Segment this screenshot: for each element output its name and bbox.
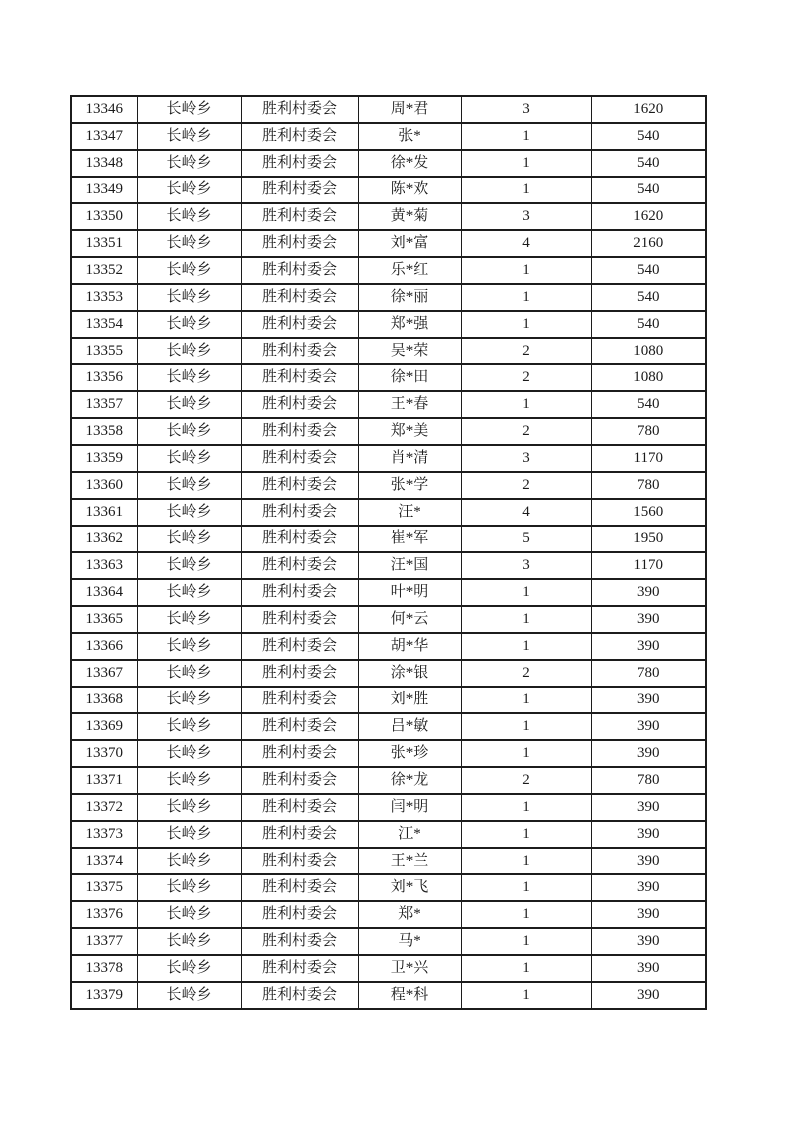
cell-id: 13370 (71, 740, 137, 767)
cell-count: 1 (461, 257, 591, 284)
table-row (71, 687, 706, 714)
cell-village: 胜利村委会 (241, 96, 358, 123)
table-row (71, 418, 706, 445)
cell-name: 刘*胜 (358, 687, 461, 714)
cell-count: 1 (461, 955, 591, 982)
cell-name: 徐*田 (358, 364, 461, 391)
cell-count: 1 (461, 982, 591, 1009)
cell-name: 王*春 (358, 391, 461, 418)
cell-name: 卫*兴 (358, 955, 461, 982)
cell-id: 13353 (71, 284, 137, 311)
cell-count: 1 (461, 284, 591, 311)
cell-township: 长岭乡 (137, 96, 241, 123)
cell-id: 13369 (71, 713, 137, 740)
cell-township: 长岭乡 (137, 311, 241, 338)
table-row (71, 526, 706, 553)
cell-amount: 540 (591, 284, 706, 311)
cell-name: 乐*红 (358, 257, 461, 284)
cell-township: 长岭乡 (137, 418, 241, 445)
table-row (71, 284, 706, 311)
payment-table (70, 95, 707, 1010)
cell-village: 胜利村委会 (241, 713, 358, 740)
cell-village: 胜利村委会 (241, 552, 358, 579)
cell-village: 胜利村委会 (241, 150, 358, 177)
table-row (71, 579, 706, 606)
cell-id: 13348 (71, 150, 137, 177)
cell-count: 1 (461, 901, 591, 928)
cell-township: 长岭乡 (137, 364, 241, 391)
cell-id: 13368 (71, 687, 137, 714)
cell-name: 郑* (358, 901, 461, 928)
cell-id: 13376 (71, 901, 137, 928)
cell-township: 长岭乡 (137, 230, 241, 257)
cell-id: 13357 (71, 391, 137, 418)
cell-amount: 390 (591, 606, 706, 633)
cell-count: 1 (461, 633, 591, 660)
cell-count: 1 (461, 687, 591, 714)
cell-village: 胜利村委会 (241, 526, 358, 553)
cell-amount: 1170 (591, 445, 706, 472)
table-row (71, 311, 706, 338)
cell-township: 长岭乡 (137, 901, 241, 928)
table-row (71, 874, 706, 901)
cell-township: 长岭乡 (137, 660, 241, 687)
cell-name: 汪*国 (358, 552, 461, 579)
cell-count: 1 (461, 606, 591, 633)
cell-township: 长岭乡 (137, 821, 241, 848)
cell-amount: 780 (591, 767, 706, 794)
cell-name: 郑*强 (358, 311, 461, 338)
table-row (71, 391, 706, 418)
cell-count: 1 (461, 821, 591, 848)
cell-id: 13377 (71, 928, 137, 955)
cell-id: 13350 (71, 203, 137, 230)
cell-name: 崔*军 (358, 526, 461, 553)
table-row (71, 150, 706, 177)
cell-township: 长岭乡 (137, 606, 241, 633)
cell-id: 13379 (71, 982, 137, 1009)
table-row (71, 740, 706, 767)
cell-name: 何*云 (358, 606, 461, 633)
cell-id: 13373 (71, 821, 137, 848)
table-row (71, 96, 706, 123)
cell-amount: 390 (591, 982, 706, 1009)
cell-amount: 540 (591, 150, 706, 177)
cell-township: 长岭乡 (137, 874, 241, 901)
cell-township: 长岭乡 (137, 740, 241, 767)
cell-id: 13372 (71, 794, 137, 821)
table-row (71, 794, 706, 821)
cell-count: 1 (461, 311, 591, 338)
table-row (71, 901, 706, 928)
table-row (71, 230, 706, 257)
cell-id: 13365 (71, 606, 137, 633)
cell-name: 汪* (358, 499, 461, 526)
cell-village: 胜利村委会 (241, 606, 358, 633)
cell-id: 13355 (71, 338, 137, 365)
cell-name: 江* (358, 821, 461, 848)
cell-id: 13356 (71, 364, 137, 391)
cell-id: 13374 (71, 848, 137, 875)
cell-amount: 1080 (591, 338, 706, 365)
cell-township: 长岭乡 (137, 472, 241, 499)
table-row (71, 633, 706, 660)
cell-amount: 1620 (591, 96, 706, 123)
cell-name: 王*兰 (358, 848, 461, 875)
cell-amount: 540 (591, 311, 706, 338)
cell-amount: 390 (591, 633, 706, 660)
cell-township: 长岭乡 (137, 767, 241, 794)
table-row (71, 713, 706, 740)
cell-count: 1 (461, 848, 591, 875)
cell-count: 1 (461, 391, 591, 418)
cell-id: 13371 (71, 767, 137, 794)
cell-name: 闫*明 (358, 794, 461, 821)
cell-village: 胜利村委会 (241, 848, 358, 875)
cell-id: 13359 (71, 445, 137, 472)
cell-count: 1 (461, 177, 591, 204)
cell-amount: 540 (591, 257, 706, 284)
table-row (71, 445, 706, 472)
cell-id: 13349 (71, 177, 137, 204)
cell-village: 胜利村委会 (241, 177, 358, 204)
cell-village: 胜利村委会 (241, 794, 358, 821)
table-row (71, 660, 706, 687)
cell-amount: 390 (591, 955, 706, 982)
table-row (71, 203, 706, 230)
cell-amount: 540 (591, 123, 706, 150)
cell-village: 胜利村委会 (241, 821, 358, 848)
cell-township: 长岭乡 (137, 445, 241, 472)
cell-township: 长岭乡 (137, 391, 241, 418)
cell-name: 张*珍 (358, 740, 461, 767)
cell-village: 胜利村委会 (241, 257, 358, 284)
cell-village: 胜利村委会 (241, 579, 358, 606)
cell-township: 长岭乡 (137, 338, 241, 365)
cell-amount: 1950 (591, 526, 706, 553)
cell-village: 胜利村委会 (241, 740, 358, 767)
cell-township: 长岭乡 (137, 579, 241, 606)
cell-count: 3 (461, 445, 591, 472)
cell-village: 胜利村委会 (241, 633, 358, 660)
cell-amount: 2160 (591, 230, 706, 257)
table-row (71, 848, 706, 875)
cell-village: 胜利村委会 (241, 901, 358, 928)
cell-count: 1 (461, 794, 591, 821)
cell-id: 13354 (71, 311, 137, 338)
cell-id: 13362 (71, 526, 137, 553)
table-row (71, 982, 706, 1009)
cell-township: 长岭乡 (137, 203, 241, 230)
cell-count: 3 (461, 203, 591, 230)
cell-name: 胡*华 (358, 633, 461, 660)
cell-count: 4 (461, 499, 591, 526)
cell-id: 13367 (71, 660, 137, 687)
table-row (71, 955, 706, 982)
cell-name: 程*科 (358, 982, 461, 1009)
cell-amount: 390 (591, 821, 706, 848)
cell-count: 4 (461, 230, 591, 257)
cell-amount: 780 (591, 472, 706, 499)
cell-village: 胜利村委会 (241, 203, 358, 230)
cell-name: 肖*清 (358, 445, 461, 472)
cell-id: 13361 (71, 499, 137, 526)
table-row (71, 123, 706, 150)
table-row (71, 821, 706, 848)
cell-name: 吴*荣 (358, 338, 461, 365)
cell-village: 胜利村委会 (241, 230, 358, 257)
cell-amount: 1170 (591, 552, 706, 579)
cell-id: 13352 (71, 257, 137, 284)
cell-amount: 540 (591, 177, 706, 204)
cell-amount: 780 (591, 660, 706, 687)
table-row (71, 606, 706, 633)
cell-name: 涂*银 (358, 660, 461, 687)
cell-id: 13360 (71, 472, 137, 499)
cell-township: 长岭乡 (137, 257, 241, 284)
cell-village: 胜利村委会 (241, 982, 358, 1009)
cell-village: 胜利村委会 (241, 687, 358, 714)
cell-count: 2 (461, 472, 591, 499)
cell-township: 长岭乡 (137, 713, 241, 740)
cell-count: 1 (461, 150, 591, 177)
cell-count: 1 (461, 579, 591, 606)
cell-name: 张*学 (358, 472, 461, 499)
cell-amount: 390 (591, 579, 706, 606)
cell-amount: 390 (591, 928, 706, 955)
table-row (71, 767, 706, 794)
cell-name: 刘*飞 (358, 874, 461, 901)
table-row (71, 552, 706, 579)
cell-village: 胜利村委会 (241, 364, 358, 391)
table-row (71, 472, 706, 499)
cell-amount: 390 (591, 740, 706, 767)
cell-amount: 390 (591, 848, 706, 875)
cell-township: 长岭乡 (137, 150, 241, 177)
cell-name: 周*君 (358, 96, 461, 123)
cell-amount: 1560 (591, 499, 706, 526)
cell-village: 胜利村委会 (241, 955, 358, 982)
cell-amount: 1620 (591, 203, 706, 230)
cell-village: 胜利村委会 (241, 338, 358, 365)
table-row (71, 364, 706, 391)
cell-id: 13375 (71, 874, 137, 901)
cell-name: 徐*发 (358, 150, 461, 177)
cell-name: 陈*欢 (358, 177, 461, 204)
payment-table-body (71, 96, 706, 1009)
cell-township: 长岭乡 (137, 499, 241, 526)
cell-id: 13346 (71, 96, 137, 123)
cell-township: 长岭乡 (137, 177, 241, 204)
cell-count: 3 (461, 96, 591, 123)
cell-village: 胜利村委会 (241, 418, 358, 445)
cell-amount: 390 (591, 874, 706, 901)
cell-name: 刘*富 (358, 230, 461, 257)
cell-township: 长岭乡 (137, 284, 241, 311)
cell-name: 马* (358, 928, 461, 955)
cell-name: 郑*美 (358, 418, 461, 445)
table-row (71, 257, 706, 284)
cell-name: 黄*菊 (358, 203, 461, 230)
cell-amount: 540 (591, 391, 706, 418)
cell-village: 胜利村委会 (241, 660, 358, 687)
cell-name: 张* (358, 123, 461, 150)
cell-id: 13366 (71, 633, 137, 660)
cell-township: 长岭乡 (137, 848, 241, 875)
cell-village: 胜利村委会 (241, 391, 358, 418)
cell-count: 1 (461, 713, 591, 740)
cell-amount: 780 (591, 418, 706, 445)
cell-village: 胜利村委会 (241, 499, 358, 526)
cell-township: 长岭乡 (137, 928, 241, 955)
cell-village: 胜利村委会 (241, 123, 358, 150)
cell-township: 长岭乡 (137, 794, 241, 821)
cell-village: 胜利村委会 (241, 311, 358, 338)
cell-count: 1 (461, 874, 591, 901)
cell-village: 胜利村委会 (241, 472, 358, 499)
cell-township: 长岭乡 (137, 687, 241, 714)
cell-township: 长岭乡 (137, 526, 241, 553)
cell-township: 长岭乡 (137, 982, 241, 1009)
table-row (71, 338, 706, 365)
cell-id: 13363 (71, 552, 137, 579)
cell-count: 2 (461, 418, 591, 445)
cell-count: 1 (461, 123, 591, 150)
cell-village: 胜利村委会 (241, 445, 358, 472)
table-row (71, 928, 706, 955)
cell-name: 徐*龙 (358, 767, 461, 794)
cell-count: 2 (461, 364, 591, 391)
cell-count: 2 (461, 338, 591, 365)
cell-township: 长岭乡 (137, 552, 241, 579)
cell-name: 徐*丽 (358, 284, 461, 311)
cell-amount: 390 (591, 794, 706, 821)
cell-amount: 1080 (591, 364, 706, 391)
cell-village: 胜利村委会 (241, 767, 358, 794)
cell-count: 3 (461, 552, 591, 579)
cell-amount: 390 (591, 901, 706, 928)
table-row (71, 499, 706, 526)
cell-township: 长岭乡 (137, 955, 241, 982)
cell-id: 13378 (71, 955, 137, 982)
cell-village: 胜利村委会 (241, 284, 358, 311)
cell-count: 2 (461, 660, 591, 687)
cell-amount: 390 (591, 687, 706, 714)
cell-count: 1 (461, 740, 591, 767)
table-row (71, 177, 706, 204)
cell-village: 胜利村委会 (241, 928, 358, 955)
cell-township: 长岭乡 (137, 633, 241, 660)
cell-id: 13351 (71, 230, 137, 257)
cell-township: 长岭乡 (137, 123, 241, 150)
cell-count: 2 (461, 767, 591, 794)
cell-count: 5 (461, 526, 591, 553)
cell-count: 1 (461, 928, 591, 955)
cell-village: 胜利村委会 (241, 874, 358, 901)
cell-amount: 390 (591, 713, 706, 740)
cell-id: 13364 (71, 579, 137, 606)
cell-id: 13347 (71, 123, 137, 150)
cell-name: 吕*敏 (358, 713, 461, 740)
cell-name: 叶*明 (358, 579, 461, 606)
cell-id: 13358 (71, 418, 137, 445)
